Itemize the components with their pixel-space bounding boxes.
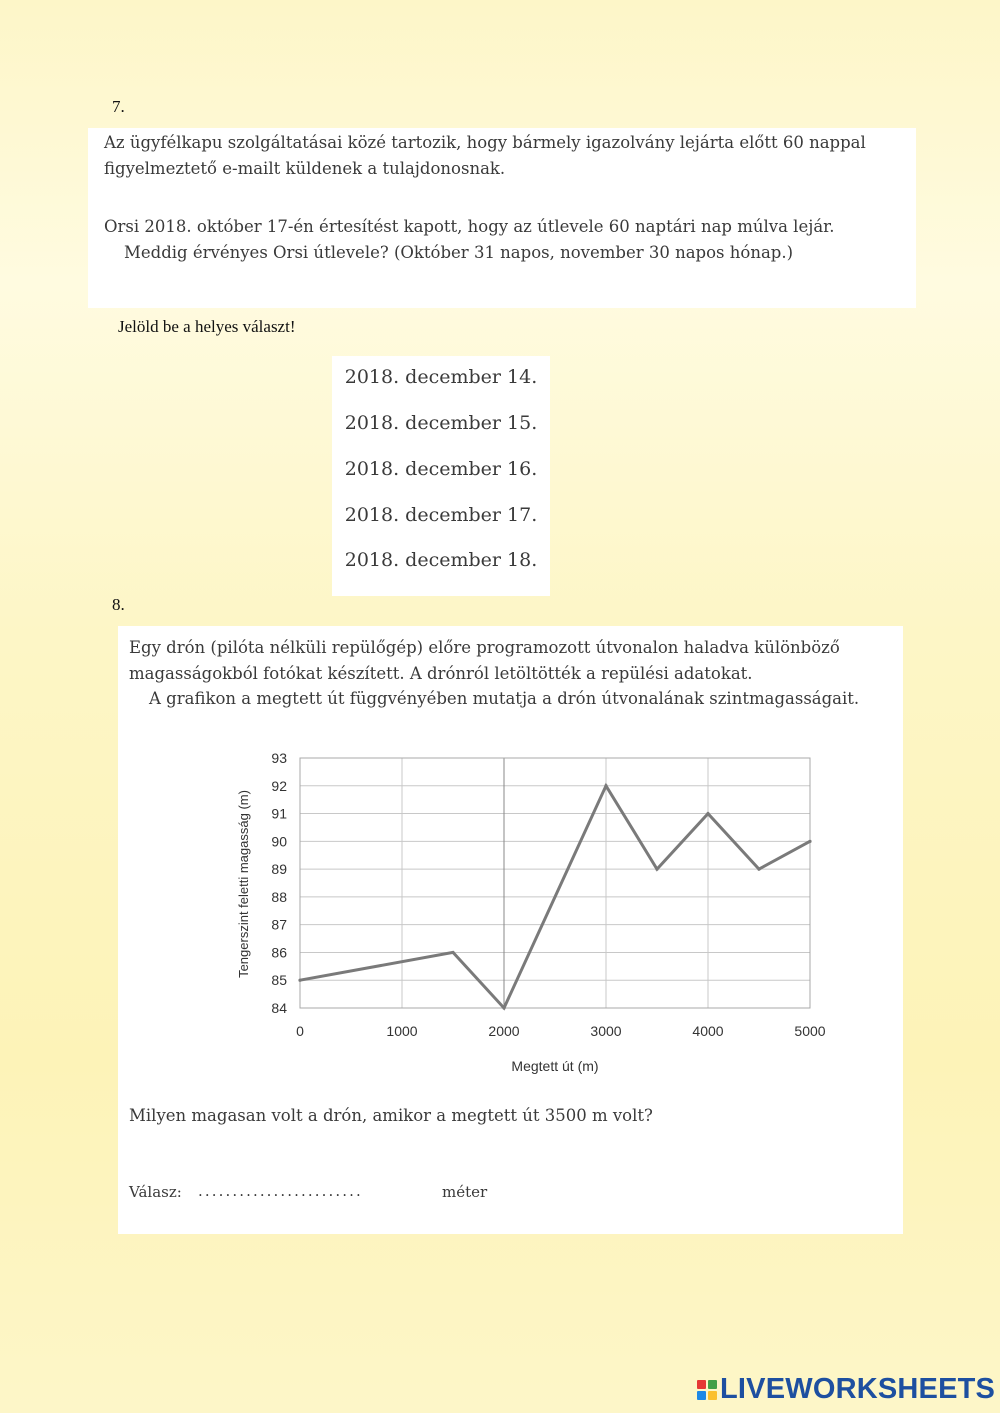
answer-blank-dots[interactable]: ........................ bbox=[198, 1182, 363, 1200]
chart-plot-border bbox=[300, 758, 810, 1008]
liveworksheets-logo bbox=[697, 1375, 995, 1404]
logo-block bbox=[697, 1391, 706, 1400]
answer-options-panel bbox=[332, 356, 550, 596]
question-7-story-line1: Orsi 2018. október 17-én értesítést kapott, hogy az útlevele 60 naptári nap múlva lejár. bbox=[104, 217, 835, 236]
chart-y-tick-label: 91 bbox=[271, 805, 287, 822]
question-7-story-line2: Meddig érvényes Orsi útlevele? (Október 31 napos, november 30 napos hónap.) bbox=[124, 243, 794, 262]
chart-y-axis-label: Tengerszint feletti magasság (m) bbox=[236, 790, 251, 978]
question-8-line3: A grafikon a megtett út függvényében mutatja a drón útvonalának szintmagasságait. bbox=[149, 689, 860, 708]
question-7-intro-line2: figyelmeztető e-mailt küldenek a tulajdonosnak. bbox=[104, 159, 506, 178]
answer-option-5[interactable]: 2018. december 18. bbox=[344, 549, 538, 571]
chart-data-point bbox=[757, 868, 760, 871]
chart-x-tick-label: 3000 bbox=[590, 1023, 622, 1039]
answer-option-2[interactable]: 2018. december 15. bbox=[344, 412, 538, 434]
chart-data-point bbox=[451, 951, 454, 954]
chart-x-tick-label: 2000 bbox=[488, 1023, 520, 1039]
chart-data-point bbox=[502, 1006, 505, 1009]
chart-data-point bbox=[604, 784, 607, 787]
answer-unit: méter bbox=[442, 1183, 488, 1201]
chart-x-tick-label: 0 bbox=[296, 1023, 304, 1039]
chart-y-tick-label: 93 bbox=[271, 750, 287, 766]
answer-label: Válasz: bbox=[129, 1183, 182, 1201]
question-7-panel bbox=[88, 128, 916, 308]
logo-blocks-icon bbox=[697, 1380, 717, 1400]
question-8-line1: Egy drón (pilóta nélküli repülőgép) előre programozott útvonalon haladva különböző bbox=[129, 638, 840, 657]
logo-block bbox=[697, 1380, 706, 1389]
chart-data-point bbox=[706, 812, 709, 815]
chart-y-tick-label: 88 bbox=[271, 888, 287, 905]
chart-y-tick-label: 85 bbox=[271, 972, 287, 989]
chart-y-tick-label: 89 bbox=[271, 861, 287, 878]
question-8-panel bbox=[118, 626, 903, 1234]
question-7-intro-line1: Az ügyfélkapu szolgáltatásai közé tartozik, hogy bármely igazolvány lejárta előtt 60 nappal bbox=[104, 133, 866, 152]
logo-block bbox=[708, 1391, 717, 1400]
question-8-line2: magasságokból fotókat készített. A drónról letöltötték a repülési adatokat. bbox=[129, 664, 753, 683]
question-7-instruction: Jelöld be a helyes választ! bbox=[118, 317, 296, 336]
chart-data-point bbox=[808, 840, 811, 843]
chart-data-point bbox=[298, 979, 301, 982]
altitude-line-chart bbox=[230, 744, 840, 1084]
chart-y-tick-label: 92 bbox=[271, 777, 287, 794]
answer-option-1[interactable]: 2018. december 14. bbox=[344, 366, 538, 388]
chart-y-tick-label: 84 bbox=[271, 1000, 287, 1016]
chart-y-tick-label: 86 bbox=[271, 944, 287, 961]
logo-block bbox=[708, 1380, 717, 1389]
question-8-number: 8. bbox=[112, 595, 125, 614]
question-8-question: Milyen magasan volt a drón, amikor a megtett út 3500 m volt? bbox=[129, 1106, 653, 1125]
chart-x-tick-label: 4000 bbox=[692, 1023, 724, 1039]
question-7-number: 7. bbox=[112, 97, 125, 116]
chart-y-tick-label: 87 bbox=[271, 916, 287, 933]
answer-option-4[interactable]: 2018. december 17. bbox=[344, 504, 538, 526]
logo-text: LIVEWORKSHEETS bbox=[720, 1373, 996, 1405]
chart-x-tick-label: 5000 bbox=[794, 1023, 826, 1039]
answer-option-3[interactable]: 2018. december 16. bbox=[344, 458, 538, 480]
chart-x-axis-label: Megtett út (m) bbox=[511, 1058, 599, 1074]
chart-x-tick-label: 1000 bbox=[386, 1023, 418, 1039]
chart-y-tick-label: 90 bbox=[271, 833, 287, 850]
chart-data-point bbox=[655, 868, 658, 871]
